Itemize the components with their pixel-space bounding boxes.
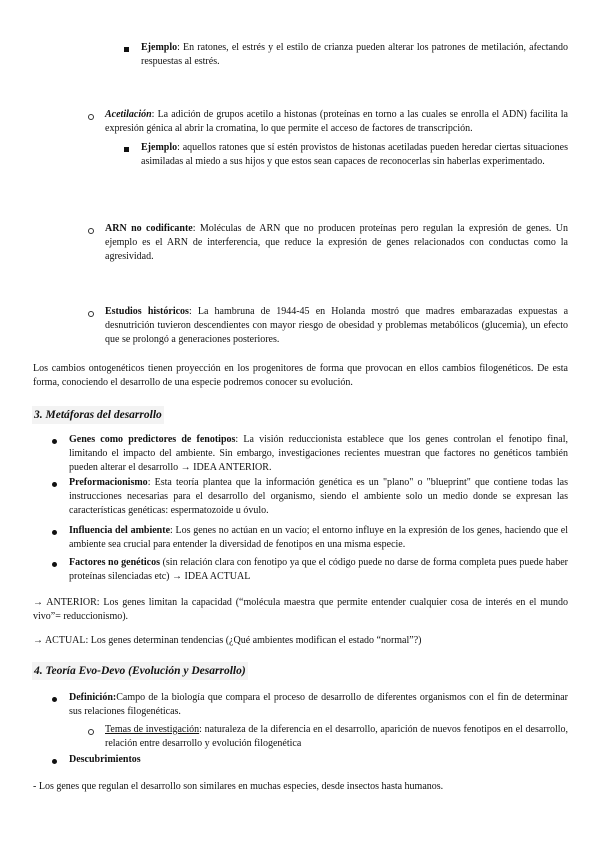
ejemplo-metilacion xyxy=(141,41,568,69)
bullet-dot xyxy=(52,482,57,487)
definicion-text: Campo de la biología que compara el proceso de desarrollo de diferentes organismos con el fin de determinar sus relaciones filogenéticas. xyxy=(69,692,568,718)
arn-label: ARN no codificante xyxy=(105,223,193,234)
bullet-dot xyxy=(52,759,57,764)
definicion-label: Definición: xyxy=(69,692,117,703)
final-paragraph: - Los genes que regulan el desarrollo son similares en muchas especies, desde insectos hasta humanos. xyxy=(33,781,444,792)
bullet-dot xyxy=(52,697,57,702)
section-4-heading: 4. Teoría Evo-Devo (Evolución y Desarrollo) xyxy=(32,662,248,680)
metafora-item xyxy=(69,524,568,552)
temas-text: : naturaleza de la diferencia en el desarrollo, aparición de nuevos fenotipos en el desarrollo, relación entre desarrollo y evolución filogenética xyxy=(105,724,569,750)
bullet-dot xyxy=(52,562,57,567)
metafora-text: : Esta teoría plantea que la información genética es un "plano" o "blueprint" que contiene todas las instrucciones necesarias para el desarrollo del organismo, siendo el ambiente solo un medio donde se expresan las características genéticas: espermatozoide u óvulo. xyxy=(69,477,568,517)
estudios-item xyxy=(105,305,568,348)
idea-anterior: → ANTERIOR: Los genes limitan la capacidad (“molécula maestra que permite entender cualquier cosa de interés en el mundo vivo”= reduccionismo). xyxy=(33,597,568,623)
metafora-label: Preformacionismo xyxy=(69,477,148,488)
metafora-label: Influencia del ambiente xyxy=(69,525,171,536)
acetilacion-item xyxy=(105,108,568,136)
arn-item xyxy=(105,222,568,265)
ejemplo-label: Ejemplo xyxy=(141,42,178,53)
metafora-text: : Los genes no actúan en un vacío; el entorno influye en la expresión de los genes, haciendo que el ambiente sea crucial para entender la diversidad de fenotipos en una misma especie. xyxy=(69,525,569,551)
metafora-text: (sin relación clara con fenotipo ya que el código puede no darse de forma completa pues puede haber proteínas silenciadas etc) → IDEA ACTUAL xyxy=(69,557,568,583)
bullet-square xyxy=(124,147,129,152)
metafora-item xyxy=(69,476,568,519)
metafora-item xyxy=(69,433,568,476)
bullet-circle xyxy=(88,311,94,317)
metafora-label: Genes como predictores de fenotipos xyxy=(69,434,236,445)
acetilacion-label: Acetilación xyxy=(105,109,152,120)
temas-label: Temas de investigación xyxy=(105,724,200,735)
idea-actual: → ACTUAL: Los genes determinan tendencias (¿Qué ambientes modifican el estado “normal”?) xyxy=(33,635,422,646)
descubrimientos-label: Descubrimientos xyxy=(69,754,141,765)
estudios-label: Estudios históricos xyxy=(105,306,189,317)
arn-text: : Moléculas de ARN que no producen proteínas pero regulan la expresión de genes. Un ejemplo es el ARN de interferencia, que reduce la expresión de genes relacionados con conductas como la agresividad. xyxy=(105,223,568,263)
conclusion-paragraph: Los cambios ontogenéticos tienen proyección en los progenitores de forma que provocan en ellos cambios filogenéticos. De esta forma, conociendo el desarrollo de una especie podremos conocer su evolución. xyxy=(33,363,568,389)
bullet-dot xyxy=(52,439,57,444)
acetilacion-text: : La adición de grupos acetilo a histonas (proteínas en torno a las cuales se enrolla el ADN) facilita la expresión génica al abrir la cromatina, lo que permite el acceso de factores de transcripción. xyxy=(105,109,568,135)
metafora-label: Factores no genéticos xyxy=(69,557,161,568)
bullet-square xyxy=(124,47,129,52)
temas-item xyxy=(105,723,568,751)
bullet-circle xyxy=(88,729,94,735)
metafora-text: : La visión reduccionista establece que los genes controlan el fenotipo final, limitando el impacto del ambiente. Sin embargo, investigaciones recientes muestran que factores no genéticos también pueden alterar el desarrollo → IDEA ANTERIOR. xyxy=(69,434,568,474)
bullet-circle xyxy=(88,114,94,120)
bullet-dot xyxy=(52,530,57,535)
estudios-text: : La hambruna de 1944-45 en Holanda mostró que madres embarazadas expuestas a desnutrición tuvieron descendientes con mayor riesgo de obesidad y problemas metabólicos (glucemia), un efecto que se prolongó a generaciones posteriores. xyxy=(105,306,569,346)
metafora-item xyxy=(69,556,568,584)
ejemplo-text: : En ratones, el estrés y el estilo de crianza pueden alterar los patrones de metilación, afectando respuestas al estrés. xyxy=(141,42,568,68)
descubrimientos-item xyxy=(69,753,568,767)
bullet-circle xyxy=(88,228,94,234)
section-3-heading: 3. Metáforas del desarrollo xyxy=(32,406,164,424)
ejemplo-label: Ejemplo xyxy=(141,142,178,153)
definicion-item xyxy=(69,691,568,719)
ejemplo-text: : aquellos ratones que sí estén provistos de histonas acetiladas pueden heredar ciertas situaciones asimiladas al miedo a sus hijos y que estos sean capaces de reconocerlas sin haberlas experimentado. xyxy=(141,142,568,168)
ejemplo-acetilacion xyxy=(141,141,568,169)
